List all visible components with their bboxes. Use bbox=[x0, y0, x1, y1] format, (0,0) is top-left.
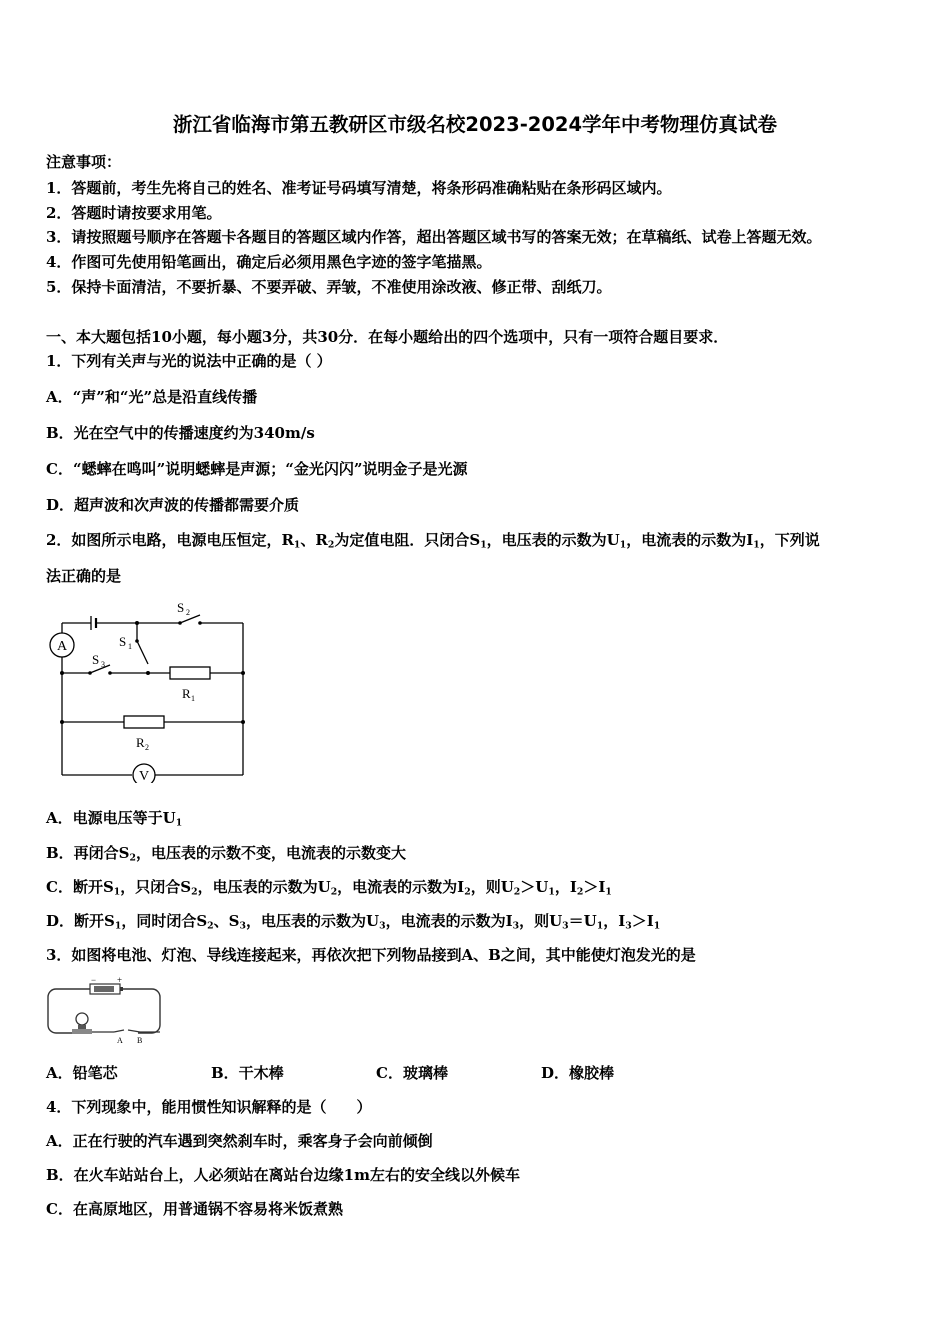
q4-stem: 4．下列现象中，能用惯性知识解释的是（ ） bbox=[46, 1098, 372, 1116]
ammeter-label: A bbox=[56, 639, 68, 654]
q1-option-c: C．“蟋蟀在鸣叫”说明蟋蟀是声源；“金光闪闪”说明金子是光源 bbox=[46, 460, 468, 478]
notice-item-2: 2．答题时请按要求用笔。 bbox=[46, 204, 222, 222]
switch-s2-sub: 2 bbox=[186, 608, 190, 617]
resistor-r2-label: R bbox=[136, 735, 145, 750]
switch-s3-sub: 3 bbox=[101, 660, 105, 669]
q4-option-a: A．正在行驶的汽车遇到突然刹车时，乘客身子会向前倾倒 bbox=[46, 1132, 433, 1150]
q2-stem-line2: 法正确的是 bbox=[46, 567, 122, 585]
q3-bulb-circuit-diagram bbox=[44, 975, 166, 1047]
q1-option-a: A．“声”和“光”总是沿直线传播 bbox=[46, 388, 258, 406]
q1-option-b: B．光在空气中的传播速度约为340m/s bbox=[46, 424, 315, 442]
q4-option-c: C．在高原地区，用普通锅不容易将米饭煮熟 bbox=[46, 1200, 343, 1218]
q2-option-a: A．电源电压等于$U_1$ bbox=[46, 809, 183, 829]
q3-option-d: D．橡胶棒 bbox=[541, 1064, 615, 1082]
resistor-r1-sub: 1 bbox=[191, 694, 195, 703]
q2-option-b: B．再闭合$S_2$，电压表的示数不变，电流表的示数变大 bbox=[46, 844, 407, 864]
section1-heading: 一、本大题包括10小题，每小题3分，共30分．在每小题给出的四个选项中，只有一项符合题目要求． bbox=[46, 328, 729, 346]
q4-option-b: B．在火车站站台上，人必须站在离站台边缘1m左右的安全线以外候车 bbox=[46, 1166, 520, 1184]
q1-stem: 1．下列有关声与光的说法中正确的是（ ） bbox=[46, 352, 332, 370]
q2-option-c: C．断开$S_1$，只闭合$S_2$，电压表的示数为$U_2$，电流表的示数为$I_2$，则$U_2>U_1$，$I_2>I_1$ bbox=[46, 878, 612, 898]
voltmeter-label: V bbox=[138, 769, 150, 783]
notice-heading: 注意事项： bbox=[46, 153, 122, 171]
resistor-r1-label: R bbox=[182, 686, 191, 701]
switch-s1-label: S bbox=[119, 634, 127, 649]
q3-option-c: C．玻璃棒 bbox=[376, 1064, 448, 1082]
switch-s2-label: S bbox=[177, 600, 185, 615]
notice-item-5: 5．保持卡面清洁，不要折暴、不要弄破、弄皱，不准使用涂改液、修正带、刮纸刀。 bbox=[46, 278, 612, 296]
battery-plus-label: + bbox=[117, 975, 123, 985]
terminal-b-label: B bbox=[137, 1036, 143, 1045]
page-title: 浙江省临海市第五教研区市级名校2023-2024学年中考物理仿真试卷 bbox=[172, 113, 778, 136]
q2-stem: 2．如图所示电路，电源电压恒定，$R_1$、$R_2$为定值电阻．只闭合$S_1$，电压表的示数为$U_1$，电流表的示数为$I_1$，下列说 bbox=[46, 531, 820, 551]
terminal-a-label: A bbox=[117, 1036, 123, 1045]
notice-item-3: 3．请按照题号顺序在答题卡各题目的答题区域内作答，超出答题区域书写的答案无效；在草稿纸、试卷上答题无效。 bbox=[46, 228, 822, 246]
battery-minus-label: − bbox=[91, 975, 97, 985]
q2-option-d: D．断开$S_1$，同时闭合$S_2$、$S_3$，电压表的示数为$U_3$，电流表的示数为$I_3$，则$U_3=U_1$，$I_3>I_1$ bbox=[46, 912, 661, 932]
q1-option-d: D．超声波和次声波的传播都需要介质 bbox=[46, 496, 300, 514]
notice-item-4: 4．作图可先使用铅笔画出，确定后必须用黑色字迹的签字笔描黑。 bbox=[46, 253, 492, 271]
q3-option-a: A．铅笔芯 bbox=[46, 1064, 118, 1082]
resistor-r2-sub: 2 bbox=[145, 743, 149, 752]
q3-option-b: B．干木棒 bbox=[211, 1064, 284, 1082]
q3-stem: 3．如图将电池、灯泡、导线连接起来，再依次把下列物品接到A、B之间，其中能使灯泡发光的是 bbox=[46, 946, 696, 964]
switch-s3-label: S bbox=[92, 652, 100, 667]
switch-s1-sub: 1 bbox=[128, 642, 132, 651]
notice-item-1: 1．答题前，考生先将自己的姓名、准考证号码填写清楚，将条形码准确粘贴在条形码区域内。 bbox=[46, 179, 672, 197]
q2-circuit-diagram bbox=[40, 598, 255, 783]
